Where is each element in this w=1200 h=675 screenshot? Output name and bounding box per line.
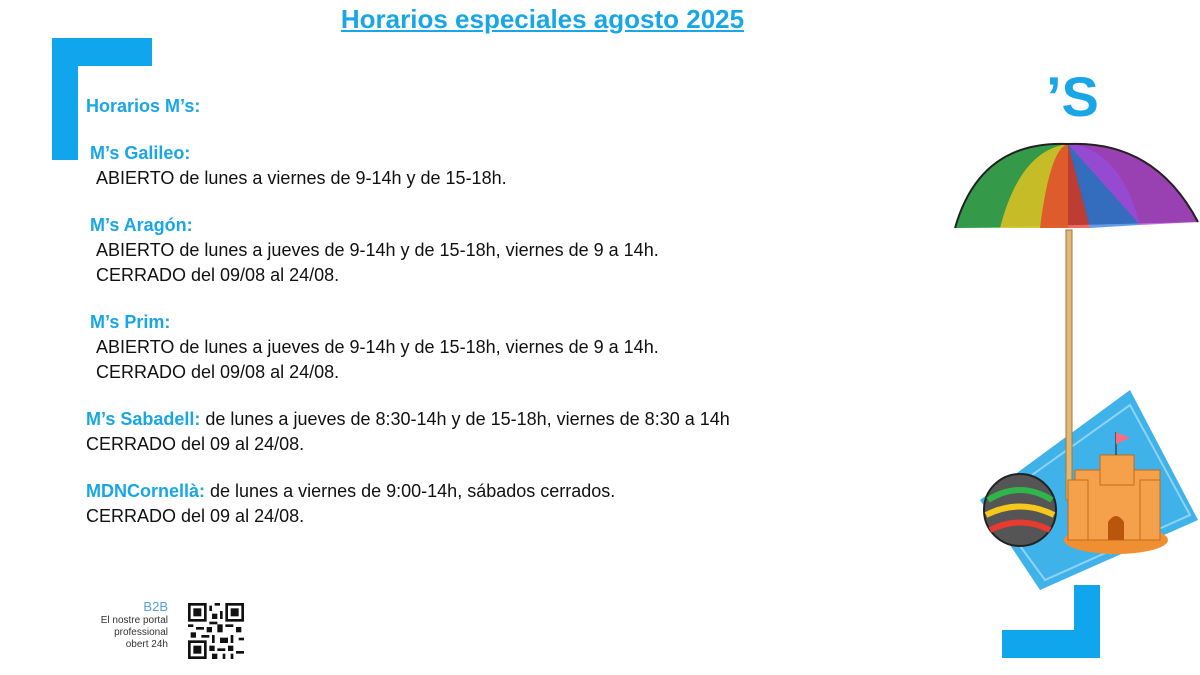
qr-code-icon[interactable] xyxy=(188,603,244,659)
store-line: CERRADO del 09/08 al 24/08. xyxy=(96,265,340,285)
b2b-promo[interactable] xyxy=(90,601,168,651)
store-schedule: de lunes a jueves de 8:30-14h y de 15-18h, viernes de 8:30 a 14h xyxy=(200,409,730,429)
store-closed: CERRADO del 09 al 24/08. xyxy=(86,434,305,454)
b2b-line: El nostre portal xyxy=(100,615,168,626)
corner-bracket-bottom-right-bar xyxy=(1002,630,1100,658)
b2b-line: obert 24h xyxy=(125,639,168,650)
page-title: Horarios especiales agosto 2025 xyxy=(340,4,745,34)
corner-bracket-top-left-bar xyxy=(52,38,152,66)
beach-umbrella-illustration xyxy=(940,60,1200,620)
store-name: MDNCornellà: xyxy=(86,481,206,501)
store-schedule: de lunes a viernes de 9:00-14h, sábados cerrados. xyxy=(205,481,616,501)
store-closed: CERRADO del 09 al 24/08. xyxy=(86,506,305,526)
beach-ball-icon xyxy=(984,474,1056,546)
store-galileo xyxy=(86,141,846,191)
store-line: ABIERTO de lunes a jueves de 9-14h y de 15-18h, viernes de 9 a 14h. xyxy=(96,240,659,260)
store-aragon xyxy=(86,213,846,288)
store-cornella xyxy=(86,479,846,529)
apostrophe-s-logo: ’S xyxy=(1046,65,1099,128)
store-name: M’s Prim: xyxy=(90,312,171,332)
store-name: M’s Sabadell: xyxy=(86,409,201,429)
section-heading: Horarios M’s: xyxy=(86,96,201,116)
store-name: M’s Galileo: xyxy=(90,143,191,163)
store-name: M’s Aragón: xyxy=(90,215,193,235)
b2b-line: professional xyxy=(114,627,168,638)
schedule-content xyxy=(86,94,846,551)
store-line: ABIERTO de lunes a viernes de 9-14h y de 15-18h. xyxy=(96,168,507,188)
b2b-title: B2B xyxy=(143,599,168,614)
umbrella-pole xyxy=(1066,230,1072,500)
store-line: ABIERTO de lunes a jueves de 9-14h y de 15-18h, viernes de 9 a 14h. xyxy=(96,337,659,357)
store-sabadell xyxy=(86,407,846,457)
umbrella-canopy-icon xyxy=(955,144,1198,228)
store-line: CERRADO del 09/08 al 24/08. xyxy=(96,362,340,382)
store-prim xyxy=(86,310,846,385)
